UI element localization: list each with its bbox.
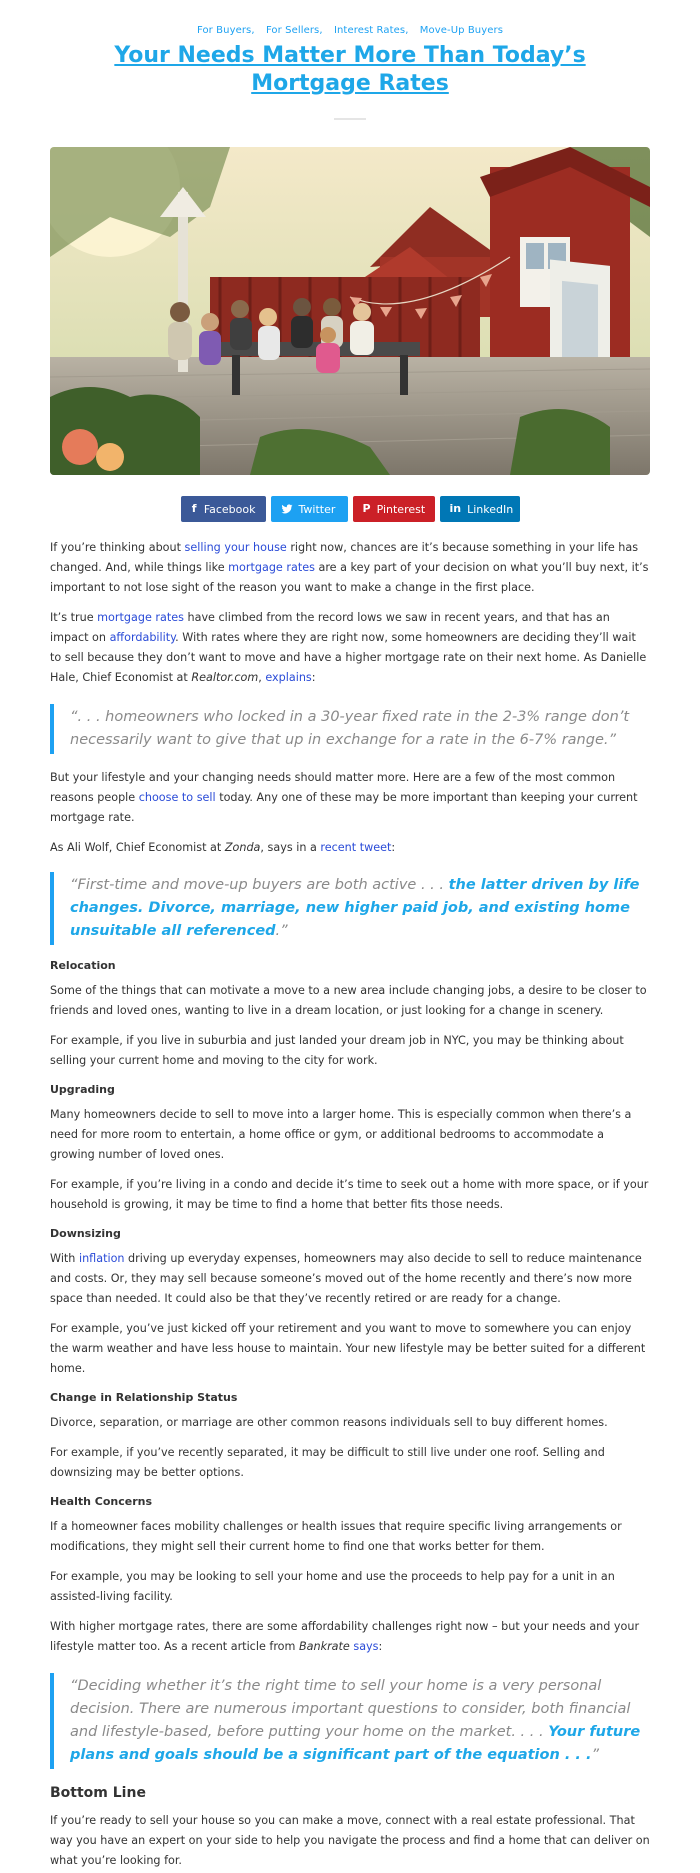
relationship-paragraph-1: Divorce, separation, or marriage are other common reasons individuals sell to buy different homes. <box>50 1416 608 1429</box>
blockquote-hale: “. . . homeowners who locked in a 30-year fixed rate in the 2-3% range don’t necessarily want to give that up in exchange for a rate in the 6-7% range.” <box>50 704 650 754</box>
linkedin-share-button[interactable] <box>440 496 520 522</box>
pinterest-label: Pinterest <box>376 502 426 516</box>
facebook-share-button[interactable] <box>181 496 266 522</box>
relationship-paragraph-2: For example, if you’ve recently separated, it may be difficult to still live under one roof. Selling and downsizing may be better options. <box>50 1446 605 1479</box>
linkedin-icon: in <box>449 502 462 515</box>
source-realtor: Realtor.com <box>191 671 259 684</box>
facebook-icon: f <box>191 502 197 515</box>
bottom-line-paragraph: If you’re ready to sell your house so you can make a move, connect with a real estate professional. That way you have an expert on your side to help you navigate the process and find a home that can deliver on what you’re looking for. <box>50 1814 650 1867</box>
paragraph-lifestyle: But your lifestyle and your changing needs should matter more. Here are a few of the most common reasons people choose to sell today. Any one of these may be more important than keeping your current mortgage rate. <box>50 771 638 824</box>
heading-upgrading: Upgrading <box>50 1083 115 1096</box>
says-link[interactable]: says <box>353 1640 379 1653</box>
affordability-link[interactable]: affordability <box>109 631 176 644</box>
heading-health: Health Concerns <box>50 1495 153 1508</box>
downsizing-paragraph-1: With inflation driving up everyday expenses, homeowners may also decide to sell to reduce maintenance and costs. Or, they may sell because someone’s moved out of the home recently and there’s now more space than needed. It could also be that they’ve recently retired or are ready for a change. <box>50 1252 642 1305</box>
health-paragraph-2: For example, you may be looking to sell your home and use the proceeds to help pay for a unit in an assisted-living facility. <box>50 1570 615 1603</box>
health-paragraph-1: If a homeowner faces mobility challenges or health issues that require specific living arrangements or modifications, they might sell their current home to find one that works better for them. <box>50 1520 622 1553</box>
twitter-label: Twitter <box>298 502 336 516</box>
intro-paragraph-2: It’s true mortgage rates have climbed from the record lows we saw in recent years, and that has an impact on affordability. With rates where they are right now, some homeowners are deciding they’ll wait to sell because they don’t want to move and have a higher mortgage rate on their next home. As Danielle Hale, Chief Economist at Realtor.com, explains: <box>50 611 647 684</box>
category-link-move-up[interactable]: Move-Up Buyers <box>419 25 504 36</box>
source-bankrate: Bankrate <box>298 1640 350 1653</box>
title-divider <box>334 118 366 120</box>
mortgage-rates-link-2[interactable]: mortgage rates <box>97 611 184 624</box>
facebook-label: Facebook <box>203 502 256 516</box>
inflation-link[interactable]: inflation <box>78 1252 125 1265</box>
relocation-paragraph-2: For example, if you live in suburbia and just landed your dream job in NYC, you may be thinking about selling your current home and moving to the city for work. <box>50 1034 624 1067</box>
source-zonda: Zonda <box>224 841 261 854</box>
relocation-paragraph-1: Some of the things that can motivate a move to a new area include changing jobs, a desire to be closer to friends and loved ones, wanting to live in a dream location, or just looking for a change in scenery. <box>50 984 647 1017</box>
share-bar <box>50 496 650 522</box>
heading-relationship: Change in Relationship Status <box>50 1391 238 1404</box>
choose-to-sell-link[interactable]: choose to sell <box>138 791 216 804</box>
heading-relocation: Relocation <box>50 959 116 972</box>
article <box>50 0 650 1871</box>
downsizing-paragraph-2: For example, you’ve just kicked off your retirement and you want to move to somewhere you can enjoy the warm weather and have less house to maintain. Your new lifestyle may be better suited for a different home. <box>50 1322 646 1375</box>
blockquote-wolf: “First-time and move-up buyers are both active . . . the latter driven by life changes. Divorce, marriage, new higher paid job, and existing home unsuitable all referenced.” <box>50 872 650 945</box>
health-paragraph-3: With higher mortgage rates, there are some affordability challenges right now – but your needs and your lifestyle matter too. As a recent article from Bankrate says: <box>50 1620 640 1653</box>
category-link-interest-rates[interactable]: Interest Rates, <box>333 25 409 36</box>
mortgage-rates-link[interactable]: mortgage rates <box>228 561 315 574</box>
upgrading-paragraph-1: Many homeowners decide to sell to move into a larger home. This is especially common when there’s a need for more room to entertain, a home office or gym, or additional bedrooms to accommodate a growing number of loved ones. <box>50 1108 632 1161</box>
category-link-buyers[interactable]: For Buyers, <box>196 25 255 36</box>
recent-tweet-link[interactable]: recent tweet <box>320 841 392 854</box>
twitter-share-button[interactable] <box>271 496 348 522</box>
page-title[interactable]: Your Needs Matter More Than Today’s Mortgage Rates <box>114 43 586 96</box>
pinterest-share-button[interactable] <box>353 496 435 522</box>
heading-bottom-line: Bottom Line <box>50 1785 146 1801</box>
intro-paragraph-1: If you’re thinking about selling your house right now, chances are it’s because something in your life has changed. And, while things like mortgage rates are a key part of your decision on what you’ll buy next, it’s important to not lose sight of the reason you want to make a change in the first place. <box>50 541 649 594</box>
pinterest-icon: P <box>362 502 371 515</box>
category-link-sellers[interactable]: For Sellers, <box>265 25 323 36</box>
linkedin-label: LinkedIn <box>467 502 514 516</box>
category-list <box>50 25 650 36</box>
hero-image <box>50 147 650 475</box>
selling-your-house-link[interactable]: selling your house <box>184 541 287 554</box>
paragraph-wolf: As Ali Wolf, Chief Economist at Zonda, says in a recent tweet: <box>50 841 396 854</box>
twitter-icon <box>281 503 293 515</box>
heading-downsizing: Downsizing <box>50 1227 121 1240</box>
explains-link[interactable]: explains <box>265 671 312 684</box>
upgrading-paragraph-2: For example, if you’re living in a condo and decide it’s time to seek out a home with more space, or if your household is growing, it may be time to find a home that better fits those needs. <box>50 1178 649 1211</box>
blockquote-bankrate: “Deciding whether it’s the right time to sell your home is a very personal decision. There are numerous important questions to consider, both financial and lifestyle-based, before putting your home on the market. . . . Your future plans and goals should be a significant part of the equation . . .” <box>50 1673 650 1769</box>
